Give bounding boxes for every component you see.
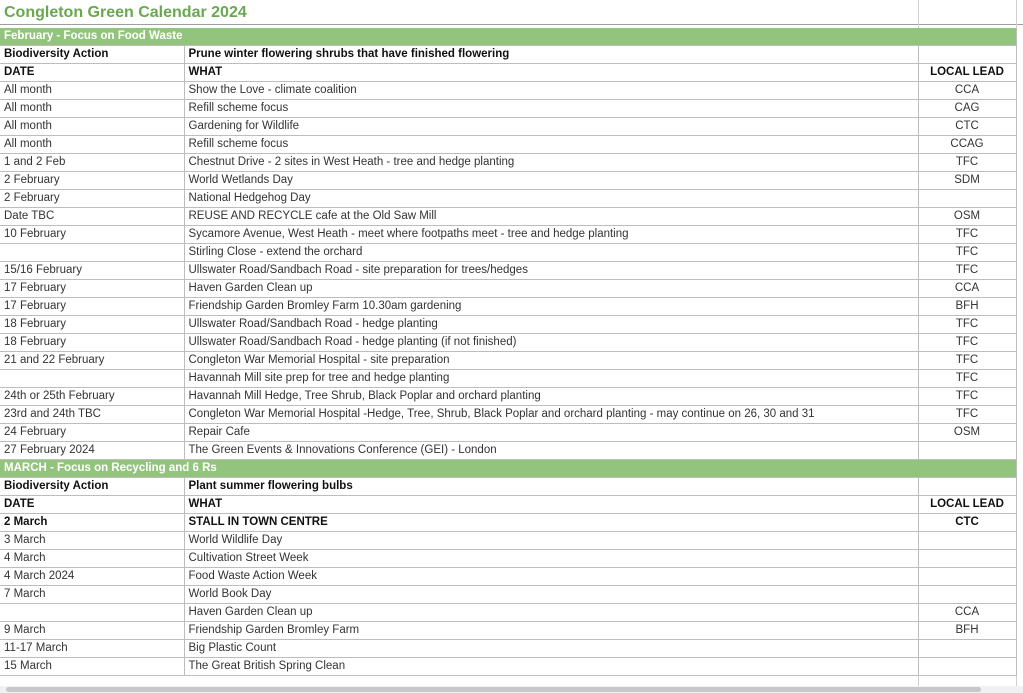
local-lead-cell[interactable]: BFH [918, 622, 1016, 640]
local-lead-cell[interactable]: TFC [918, 262, 1016, 280]
table-row [0, 586, 1016, 604]
what-cell[interactable]: Ullswater Road/Sandbach Road - hedge planting [184, 316, 918, 334]
section-heading-cell[interactable] [918, 460, 1016, 478]
local-lead-cell[interactable]: CCA [918, 82, 1016, 100]
local-lead-cell[interactable]: TFC [918, 244, 1016, 262]
table-row [0, 388, 1016, 406]
section-heading[interactable]: MARCH - Focus on Recycling and 6 Rs [0, 460, 918, 478]
what-cell[interactable]: Haven Garden Clean up [184, 604, 918, 622]
what-column-header[interactable]: WHAT [184, 496, 918, 514]
table-row [0, 658, 1016, 676]
date-cell[interactable]: 10 February [0, 226, 184, 244]
table-row [0, 190, 1016, 208]
table-row [0, 298, 1016, 316]
what-cell[interactable]: World Book Day [184, 586, 918, 604]
table-row [0, 172, 1016, 190]
calendar-table-body [0, 28, 1016, 676]
calendar-table [0, 28, 1017, 676]
what-cell[interactable]: Refill scheme focus [184, 100, 918, 118]
date-cell[interactable]: 18 February [0, 316, 184, 334]
table-row [0, 82, 1016, 100]
date-cell[interactable]: 2 March [0, 514, 184, 532]
empty-cell[interactable] [918, 478, 1016, 496]
local-lead-cell[interactable] [918, 532, 1016, 550]
what-cell[interactable]: Repair Cafe [184, 424, 918, 442]
date-cell[interactable]: 4 March [0, 550, 184, 568]
date-cell[interactable]: 23rd and 24th TBC [0, 406, 184, 424]
column-header-row [0, 64, 1016, 82]
local-lead-cell[interactable] [918, 640, 1016, 658]
table-row [0, 424, 1016, 442]
table-row [0, 280, 1016, 298]
table-row [0, 352, 1016, 370]
local-lead-cell[interactable]: TFC [918, 388, 1016, 406]
local-lead-cell[interactable]: OSM [918, 208, 1016, 226]
table-row [0, 208, 1016, 226]
scrollbar-thumb[interactable] [6, 687, 981, 692]
date-cell[interactable]: Date TBC [0, 208, 184, 226]
table-row [0, 316, 1016, 334]
title-divider [0, 24, 1023, 25]
date-cell[interactable]: 2 February [0, 172, 184, 190]
table-row [0, 568, 1016, 586]
date-cell[interactable]: 11-17 March [0, 640, 184, 658]
page-title: Congleton Green Calendar 2024 [4, 4, 247, 21]
what-cell[interactable]: Big Plastic Count [184, 640, 918, 658]
date-cell[interactable]: 24 February [0, 424, 184, 442]
local-lead-cell[interactable]: BFH [918, 298, 1016, 316]
local-lead-cell[interactable] [918, 190, 1016, 208]
table-row [0, 370, 1016, 388]
horizontal-scrollbar[interactable] [0, 686, 1023, 693]
local-lead-cell[interactable] [918, 658, 1016, 676]
date-cell[interactable]: 24th or 25th February [0, 388, 184, 406]
what-cell[interactable]: National Hedgehog Day [184, 190, 918, 208]
local-lead-cell[interactable]: CCA [918, 604, 1016, 622]
local-lead-cell[interactable]: TFC [918, 334, 1016, 352]
what-cell[interactable]: Ullswater Road/Sandbach Road - site preparation for trees/hedges [184, 262, 918, 280]
date-cell[interactable] [0, 604, 184, 622]
date-cell[interactable]: 27 February 2024 [0, 442, 184, 460]
what-cell[interactable]: Congleton War Memorial Hospital - site preparation [184, 352, 918, 370]
date-cell[interactable]: 15/16 February [0, 262, 184, 280]
what-cell[interactable]: Friendship Garden Bromley Farm 10.30am gardening [184, 298, 918, 316]
what-cell[interactable]: Refill scheme focus [184, 136, 918, 154]
local-lead-cell[interactable]: CTC [918, 514, 1016, 532]
date-cell[interactable]: 18 February [0, 334, 184, 352]
local-lead-column-header[interactable]: LOCAL LEAD [918, 64, 1016, 82]
highlight-row [0, 514, 1016, 532]
table-row [0, 262, 1016, 280]
date-cell[interactable]: 2 February [0, 190, 184, 208]
biodiversity-action[interactable]: Plant summer flowering bulbs [184, 478, 918, 496]
local-lead-cell[interactable]: SDM [918, 172, 1016, 190]
biodiversity-action[interactable]: Prune winter flowering shrubs that have finished flowering [184, 46, 918, 64]
date-cell[interactable]: 3 March [0, 532, 184, 550]
section-heading-row [0, 28, 1016, 46]
table-row [0, 442, 1016, 460]
what-cell[interactable]: STALL IN TOWN CENTRE [184, 514, 918, 532]
section-heading-row [0, 460, 1016, 478]
table-row [0, 154, 1016, 172]
table-row [0, 136, 1016, 154]
what-cell[interactable]: The Green Events & Innovations Conference (GEI) - London [184, 442, 918, 460]
biodiversity-label[interactable]: Biodiversity Action [0, 478, 184, 496]
what-cell[interactable]: Food Waste Action Week [184, 568, 918, 586]
local-lead-cell[interactable] [918, 442, 1016, 460]
what-cell[interactable]: Havannah Mill site prep for tree and hedge planting [184, 370, 918, 388]
what-cell[interactable]: World Wildlife Day [184, 532, 918, 550]
table-row [0, 640, 1016, 658]
local-lead-cell[interactable] [918, 586, 1016, 604]
local-lead-cell[interactable]: CAG [918, 100, 1016, 118]
local-lead-cell[interactable]: CCAG [918, 136, 1016, 154]
what-cell[interactable]: Sycamore Avenue, West Heath - meet where footpaths meet - tree and hedge planting [184, 226, 918, 244]
table-row [0, 406, 1016, 424]
date-cell[interactable]: 4 March 2024 [0, 568, 184, 586]
local-lead-cell[interactable]: TFC [918, 316, 1016, 334]
date-cell[interactable] [0, 370, 184, 388]
section-heading[interactable]: February - Focus on Food Waste [0, 28, 918, 46]
empty-cell[interactable] [918, 46, 1016, 64]
table-row [0, 226, 1016, 244]
date-cell[interactable]: 17 February [0, 280, 184, 298]
local-lead-cell[interactable] [918, 550, 1016, 568]
biodiversity-label[interactable]: Biodiversity Action [0, 46, 184, 64]
what-cell[interactable]: The Great British Spring Clean [184, 658, 918, 676]
local-lead-cell[interactable]: TFC [918, 226, 1016, 244]
table-row [0, 100, 1016, 118]
local-lead-cell[interactable]: TFC [918, 352, 1016, 370]
what-cell[interactable]: Stirling Close - extend the orchard [184, 244, 918, 262]
what-cell[interactable]: Chestnut Drive - 2 sites in West Heath - tree and hedge planting [184, 154, 918, 172]
table-row [0, 244, 1016, 262]
table-row [0, 604, 1016, 622]
what-cell[interactable]: REUSE AND RECYCLE cafe at the Old Saw Mill [184, 208, 918, 226]
table-row [0, 622, 1016, 640]
section-heading-cell[interactable] [918, 28, 1016, 46]
date-cell[interactable]: 7 March [0, 586, 184, 604]
local-lead-cell[interactable]: CCA [918, 280, 1016, 298]
table-row [0, 532, 1016, 550]
date-column-header[interactable]: DATE [0, 64, 184, 82]
local-lead-cell[interactable] [918, 568, 1016, 586]
column-header-row [0, 496, 1016, 514]
date-cell[interactable] [0, 244, 184, 262]
what-column-header[interactable]: WHAT [184, 64, 918, 82]
what-cell[interactable]: Friendship Garden Bromley Farm [184, 622, 918, 640]
date-cell[interactable]: 1 and 2 Feb [0, 154, 184, 172]
biodiversity-row [0, 478, 1016, 496]
date-cell[interactable]: 21 and 22 February [0, 352, 184, 370]
date-column-header[interactable]: DATE [0, 496, 184, 514]
what-cell[interactable]: World Wetlands Day [184, 172, 918, 190]
local-lead-cell[interactable]: TFC [918, 154, 1016, 172]
table-row [0, 334, 1016, 352]
local-lead-cell[interactable]: OSM [918, 424, 1016, 442]
date-cell[interactable]: All month [0, 100, 184, 118]
what-cell[interactable]: Havannah Mill Hedge, Tree Shrub, Black Poplar and orchard planting [184, 388, 918, 406]
what-cell[interactable]: Show the Love - climate coalition [184, 82, 918, 100]
date-cell[interactable]: 17 February [0, 298, 184, 316]
what-cell[interactable]: Ullswater Road/Sandbach Road - hedge planting (if not finished) [184, 334, 918, 352]
what-cell[interactable]: Haven Garden Clean up [184, 280, 918, 298]
what-cell[interactable]: Congleton War Memorial Hospital -Hedge, Tree, Shrub, Black Poplar and orchard planting - may continue on 26, 30 and 31 [184, 406, 918, 424]
biodiversity-row [0, 46, 1016, 64]
date-cell[interactable]: 15 March [0, 658, 184, 676]
what-cell[interactable]: Cultivation Street Week [184, 550, 918, 568]
local-lead-cell[interactable]: TFC [918, 406, 1016, 424]
table-row [0, 550, 1016, 568]
date-cell[interactable]: All month [0, 82, 184, 100]
date-cell[interactable]: All month [0, 118, 184, 136]
what-cell[interactable]: Gardening for Wildlife [184, 118, 918, 136]
date-cell[interactable]: 9 March [0, 622, 184, 640]
date-cell[interactable]: All month [0, 136, 184, 154]
local-lead-cell[interactable]: CTC [918, 118, 1016, 136]
local-lead-column-header[interactable]: LOCAL LEAD [918, 496, 1016, 514]
local-lead-cell[interactable]: TFC [918, 370, 1016, 388]
table-row [0, 118, 1016, 136]
